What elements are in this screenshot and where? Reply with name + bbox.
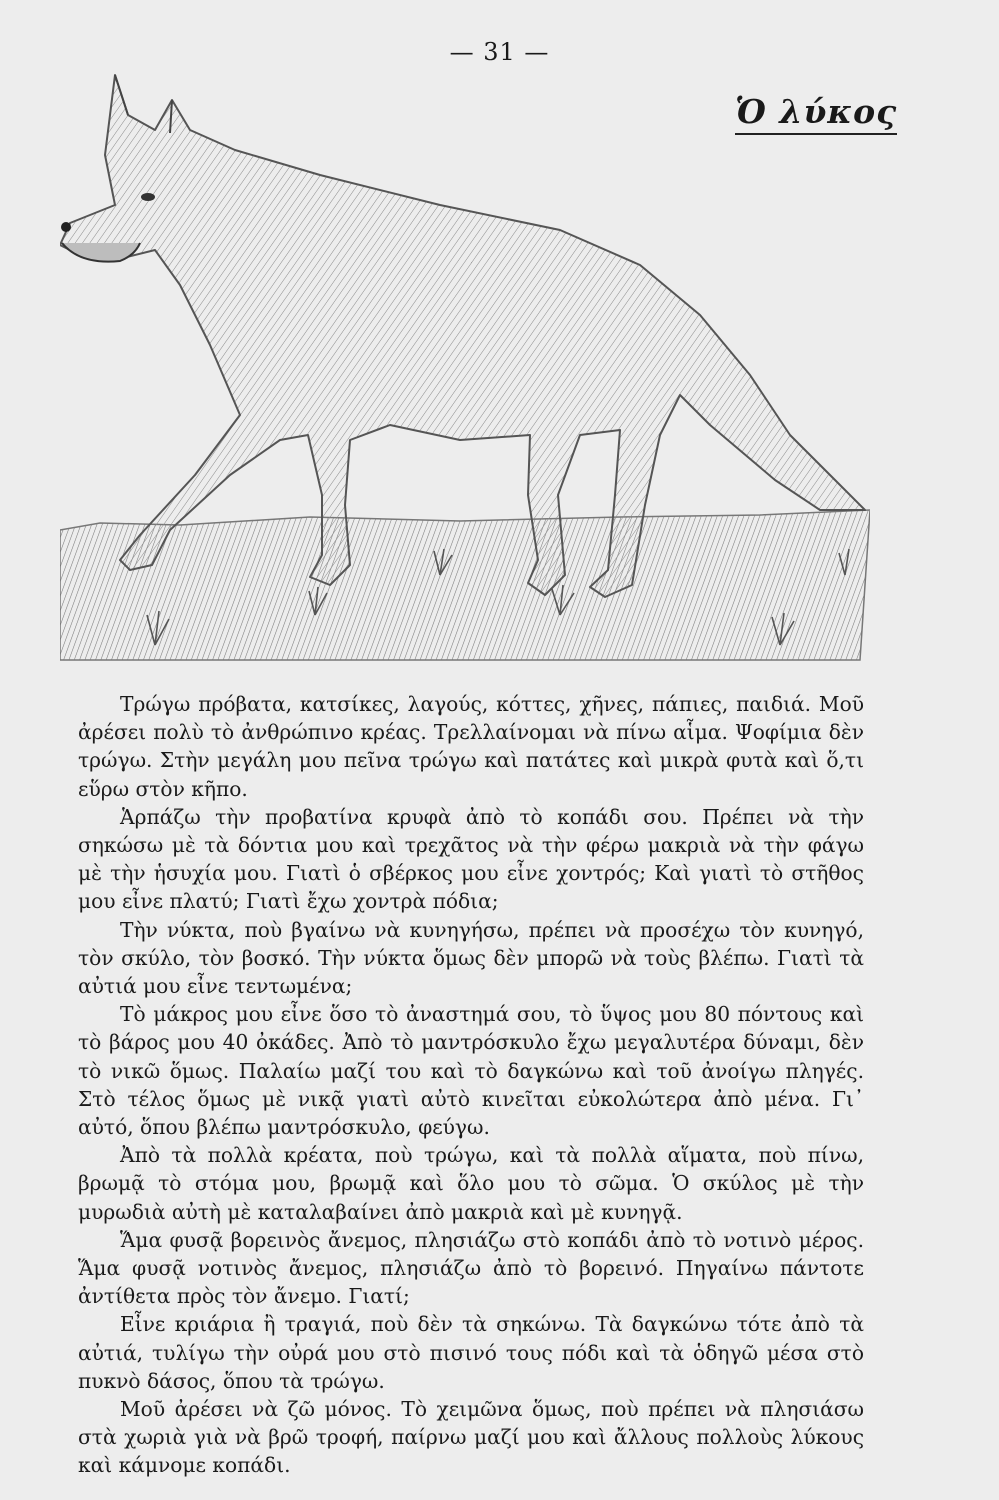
paragraph: Ἀπὸ τὰ πολλὰ κρέατα, ποὺ τρώγω, καὶ τὰ πολλὰ αἵματα, ποὺ πίνω, βρωμᾷ τὸ στόμα μου, βρωμᾷ καὶ ὅλο μου τὸ σῶμα. Ὁ σκύλος μὲ τὴν μυρωδιὰ αὐτὴ μὲ καταλαβαίνει ἀπὸ μακριὰ καὶ μὲ κυνηγᾷ. <box>78 1143 864 1224</box>
paragraph: Τὴν νύκτα, ποὺ βγαίνω νὰ κυνηγήσω, πρέπει νὰ προσέχω τὸν κυνηγό, τὸν σκύλο, τὸν βοσκό. Τὴν νύκτα ὅμως δὲν μπορῶ νὰ τοὺς βλέπω. Γιατὶ τὰ αὐτιά μου εἶνε τεντωμένα; <box>78 917 864 999</box>
paragraph: Μοῦ ἀρέσει νὰ ζῶ μόνος. Τὸ χειμῶνα ὅμως, ποὺ πρέπει νὰ πλησιάσω στὰ χωριὰ γιὰ νὰ βρῶ τροφή, παίρνω μαζί μου καὶ ἄλλους πολλοὺς λύκους καὶ κάμνομε κοπάδι. <box>78 1397 864 1478</box>
paragraph: Τὸ μάκρος μου εἶνε ὅσο τὸ ἀναστημά σου, τὸ ὕψος μου 80 πόντους καὶ τὸ βάρος μου 40 ὀκάδες. Ἀπὸ τὸ μαντρόσκυλο ἔχω μεγαλυτέρα δύναμι, δὲν τὸ νικῶ ὅμως. Παλαίω μαζί του καὶ τὸ δαγκώνω καὶ τοῦ ἀνοίγω πληγές. Στὸ τέλος ὅμως μὲ νικᾷ γιατὶ αὐτὸ κινεῖται εὐκολώτερα ἀπὸ μένα. Γι᾿ αὐτό, ὅπου βλέπω μαντρόσκυλο, φεύγω. <box>78 1002 864 1140</box>
article-body <box>78 690 864 1480</box>
page-number: — 31 — <box>449 38 550 66</box>
paragraph: Τρώγω πρόβατα, κατσίκες, λαγούς, κόττες, χῆνες, πάπιες, παιδιά. Μοῦ ἀρέσει πολὺ τὸ ἀνθρώπινο κρέας. Τρελλαίνομαι νὰ πίνω αἷμα. Ψοφίμια δὲν τρώγω. Στὴν μεγάλη μου πεῖνα τρώγω καὶ πατάτες καὶ μικρὰ φυτὰ καὶ ὅ,τι εὕρω στὸν κῆπο. <box>78 692 864 801</box>
page-title: Ὁ λύκος <box>735 92 897 135</box>
paragraph: Ἁρπάζω τὴν προβατίνα κρυφὰ ἀπὸ τὸ κοπάδι σου. Πρέπει νὰ τὴν σηκώσω μὲ τὰ δόντια μου καὶ τρεχᾶτος νὰ τὴν φέρω μακριὰ νὰ τὴν φάγω μὲ τὴν ἡσυχία μου. Γιατὶ ὁ σβέρκος μου εἶνε χοντρός; Καὶ γιατὶ τὸ στῆθος μου εἶνε πλατύ; Γιατὶ ἔχω χοντρὰ πόδια; <box>78 804 864 914</box>
paragraph: Εἶνε κριάρια ἢ τραγιά, ποὺ δὲν τὰ σηκώνω. Τὰ δαγκώνω τότε ἀπὸ τὰ αὐτιά, τυλίγω τὴν οὐρά μου στὸ πισινό τους πόδι καὶ τὰ ὁδηγῶ μέσα στὸ πυκνὸ δάσος, ὅπου τὰ τρώγω. <box>78 1312 864 1393</box>
wolf-illustration <box>60 55 870 665</box>
paragraph: Ἅμα φυσᾷ βορεινὸς ἄνεμος, πλησιάζω στὸ κοπάδι ἀπὸ τὸ νοτινὸ μέρος. Ἅμα φυσᾷ νοτινὸς ἄνεμος, πλησιάζω ἀπὸ τὸ βορεινό. Πηγαίνω πάντοτε ἀντίθετα πρὸς τὸν ἄνεμο. Γιατί; <box>78 1227 864 1309</box>
wolf-drawing-icon <box>60 55 870 665</box>
